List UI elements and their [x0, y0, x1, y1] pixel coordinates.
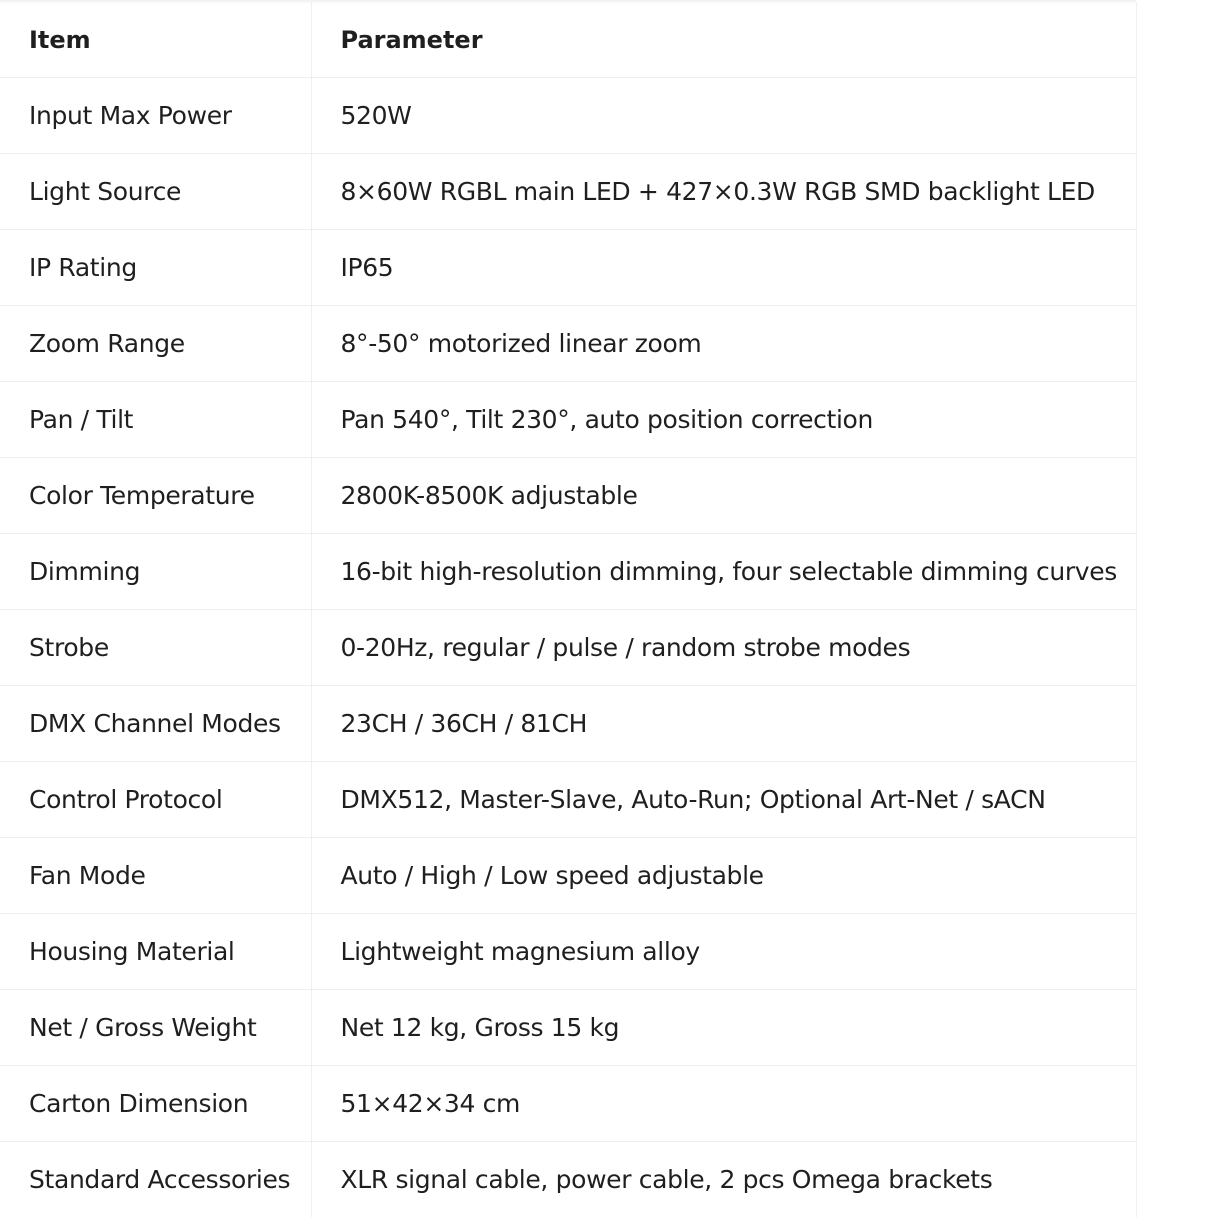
table-row: [0, 154, 1136, 230]
item-cell: Color Temperature: [0, 458, 311, 534]
item-cell: Net / Gross Weight: [0, 990, 311, 1066]
item-cell: Control Protocol: [0, 762, 311, 838]
column-header-item: Item: [0, 2, 311, 78]
item-cell: IP Rating: [0, 230, 311, 306]
item-cell: Input Max Power: [0, 78, 311, 154]
table-row: [0, 686, 1136, 762]
parameter-cell: 51×42×34 cm: [311, 1066, 1136, 1142]
spec-table: [0, 2, 1137, 1217]
parameter-cell: 23CH / 36CH / 81CH: [311, 686, 1136, 762]
parameter-cell: 8×60W RGBL main LED + 427×0.3W RGB SMD backlight LED: [311, 154, 1136, 230]
table-header: [0, 2, 1136, 78]
table-row: [0, 1142, 1136, 1217]
table-row: [0, 382, 1136, 458]
item-cell: Carton Dimension: [0, 1066, 311, 1142]
parameter-cell: 0-20Hz, regular / pulse / random strobe modes: [311, 610, 1136, 686]
table-row: [0, 990, 1136, 1066]
parameter-cell: 520W: [311, 78, 1136, 154]
parameter-cell: 8°-50° motorized linear zoom: [311, 306, 1136, 382]
table-body: [0, 78, 1136, 1217]
parameter-cell: Auto / High / Low speed adjustable: [311, 838, 1136, 914]
table-row: [0, 306, 1136, 382]
parameter-cell: IP65: [311, 230, 1136, 306]
parameter-cell: Lightweight magnesium alloy: [311, 914, 1136, 990]
table-row: [0, 534, 1136, 610]
parameter-cell: 2800K-8500K adjustable: [311, 458, 1136, 534]
item-cell: Pan / Tilt: [0, 382, 311, 458]
item-cell: Housing Material: [0, 914, 311, 990]
column-header-parameter: Parameter: [311, 2, 1136, 78]
parameter-cell: DMX512, Master-Slave, Auto-Run; Optional Art-Net / sACN: [311, 762, 1136, 838]
table-row: [0, 230, 1136, 306]
table-row: [0, 1066, 1136, 1142]
item-cell: Fan Mode: [0, 838, 311, 914]
table-row: [0, 610, 1136, 686]
item-cell: Standard Accessories: [0, 1142, 311, 1217]
item-cell: Zoom Range: [0, 306, 311, 382]
table-row: [0, 458, 1136, 534]
parameter-cell: Pan 540°, Tilt 230°, auto position correction: [311, 382, 1136, 458]
item-cell: Dimming: [0, 534, 311, 610]
parameter-cell: 16-bit high-resolution dimming, four selectable dimming curves: [311, 534, 1136, 610]
item-cell: Light Source: [0, 154, 311, 230]
table-row: [0, 762, 1136, 838]
parameter-cell: Net 12 kg, Gross 15 kg: [311, 990, 1136, 1066]
item-cell: Strobe: [0, 610, 311, 686]
header-row: [0, 2, 1136, 78]
table-row: [0, 78, 1136, 154]
table-row: [0, 914, 1136, 990]
parameter-cell: XLR signal cable, power cable, 2 pcs Omega brackets: [311, 1142, 1136, 1217]
item-cell: DMX Channel Modes: [0, 686, 311, 762]
table-row: [0, 838, 1136, 914]
